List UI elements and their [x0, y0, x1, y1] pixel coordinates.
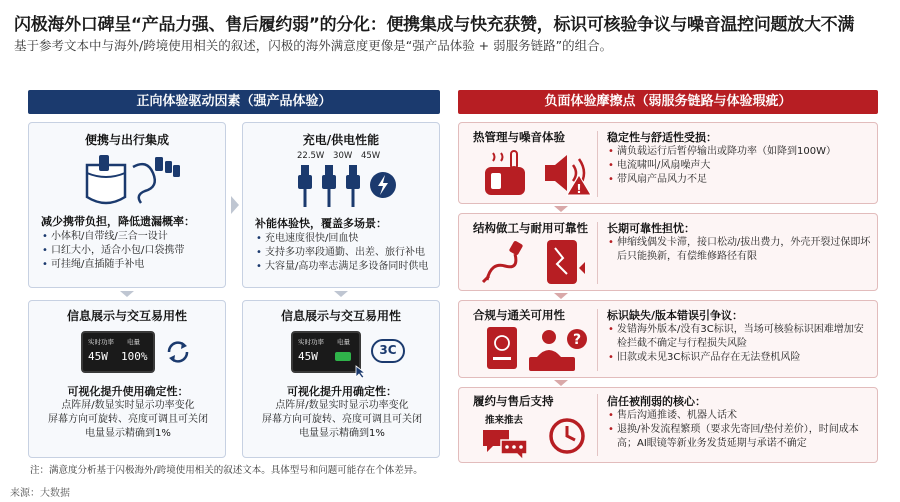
- divider: [597, 309, 598, 371]
- screen-label: 电量: [337, 338, 350, 346]
- list-item: • 旧款或未见3C标识产品存在无法登机风险: [607, 351, 873, 365]
- broken-cable-icon: [481, 240, 533, 286]
- page-subtitle: 基于参考文本中与海外/跨境使用相关的叙述，闪极的海外满意度更像是“强产品体验 + 弱服务链路”的组合。: [14, 38, 613, 53]
- watt-label: 22.5W: [297, 151, 325, 161]
- display-left-lines: [29, 399, 227, 441]
- positive-header: 正向体验驱动因素（强产品体验）: [28, 90, 440, 114]
- display-card-left: [28, 300, 226, 458]
- neg-card-list: [607, 323, 873, 365]
- display-right-title: 信息展示与交互易用性: [280, 309, 401, 323]
- watt-label: 45W: [360, 151, 381, 161]
- charging-title: 充电/供电性能: [302, 133, 380, 147]
- divider: [597, 222, 598, 284]
- neg-card-subhead: 信任被削弱的核心：: [607, 395, 706, 408]
- screen-value: 45W: [298, 350, 318, 363]
- screen-label: 实时功率: [298, 338, 324, 346]
- thermal-noise-card: [458, 122, 878, 204]
- display-card-right: [242, 300, 440, 458]
- usb-plugs-icon: [283, 163, 403, 209]
- down-arrow-icon: [554, 380, 568, 386]
- down-arrow-icon: [334, 291, 348, 297]
- list-item: • 发错海外版本/没有3C标识，当场可核验标识困难增加安检拦截不确定与行程损失风险: [607, 323, 873, 351]
- screen-display: [291, 331, 361, 373]
- rotate-icon: [163, 337, 193, 367]
- watt-labels: [297, 151, 380, 161]
- screen-display: [81, 331, 155, 373]
- display-right-subhead: 可视化提升用确定性：: [287, 385, 397, 398]
- neg-card-title: 结构做工与耐用可靠性: [473, 221, 588, 235]
- cracked-phone-icon: [541, 238, 589, 286]
- neg-card-title: 合规与通关可用性: [473, 308, 565, 322]
- list-item: • 满负载运行后暂停输出或降功率（如降到100W）: [607, 145, 873, 159]
- charging-list: [255, 232, 437, 274]
- list-item: • 支持多功率段通勤、出差、旅行补电: [255, 246, 437, 260]
- neg-card-list: [607, 409, 873, 451]
- screen-value: 100%: [121, 350, 148, 363]
- down-arrow-icon: [554, 206, 568, 212]
- feature-line: 屏幕方向可旋转、亮度可调且可关闭: [48, 414, 208, 425]
- battery-icon: [335, 352, 351, 361]
- portable-title: 便携与出行集成: [84, 133, 169, 147]
- list-item: • 充电速度很快/回血快: [255, 232, 437, 246]
- negative-header: 负面体验摩擦点（弱服务链路与体验瑕疵）: [458, 90, 878, 114]
- divider: [597, 394, 598, 456]
- down-arrow-icon: [554, 293, 568, 299]
- clock-icon: [547, 416, 587, 456]
- feature-line: 电量显示精确到1%: [299, 428, 385, 439]
- list-item: • 电流啸叫/风扇噪声大: [607, 159, 873, 173]
- neg-card-list: [607, 236, 873, 264]
- compliance-card: [458, 300, 878, 378]
- durability-card: [458, 213, 878, 291]
- display-left-subhead: 可视化提升使用确定性：: [67, 385, 189, 398]
- charging-subhead: 补能体验快，覆盖多场景：: [255, 217, 387, 230]
- list-item: • 可挂绳/直插随手补电: [41, 258, 221, 272]
- portable-subhead: 减少携带负担，降低遗漏概率：: [41, 215, 195, 228]
- feature-line: 点阵屏/数显实时显示功率变化: [61, 400, 195, 411]
- svg-text:!: !: [576, 182, 582, 196]
- neg-card-list: [607, 145, 873, 187]
- feature-line: 电量显示精确到1%: [85, 428, 171, 439]
- certification-3c-icon: 3C: [371, 339, 405, 363]
- svg-text:?: ?: [572, 332, 582, 348]
- screen-label: 实时功率: [88, 338, 114, 346]
- neg-card-subhead: 长期可靠性担忧：: [607, 222, 695, 235]
- speaker-warning-icon: [541, 151, 593, 197]
- watt-label: 30W: [333, 151, 353, 161]
- display-left-title: 信息展示与交互易用性: [66, 309, 187, 323]
- list-item: • 退换/补发流程繁琐（要求先寄回/垫付差价），时间成本高；AI眼镜等新业务发货延期与承诺不确定: [607, 423, 873, 451]
- right-arrow-icon: [231, 196, 239, 214]
- shirking-tag: 推来推去: [485, 415, 524, 426]
- charging-card: [242, 122, 440, 288]
- footnote: 注：满意度分析基于闪极海外/跨境使用相关的叙述文本。具体型号和问题可能存在个体差异。: [30, 465, 423, 476]
- list-item: • 口红大小，适合小包/口袋携带: [41, 244, 221, 258]
- customs-officer-icon: [527, 325, 589, 373]
- list-item: • 大容量/高功率志满足多设备同时供电: [255, 260, 437, 274]
- divider: [597, 131, 598, 197]
- passport-icon: [483, 325, 523, 373]
- neg-card-subhead: 标识缺失/版本错误引争议：: [607, 309, 744, 322]
- source-note: 来源：大数据: [10, 488, 70, 499]
- neg-card-title: 热管理与噪音体验: [473, 130, 565, 144]
- portable-list: [41, 230, 221, 272]
- display-right-lines: [243, 399, 441, 441]
- thermometer-heater-icon: [481, 149, 539, 199]
- feature-line: 屏幕方向可旋转、亮度可调且可关闭: [262, 414, 422, 425]
- neg-card-subhead: 稳定性与舒适性受损：: [607, 131, 717, 144]
- feature-line: 点阵屏/数显实时显示功率变化: [275, 400, 409, 411]
- list-item: • 小体积/自带线/三合一设计: [41, 230, 221, 244]
- list-item: • 伸缩线偶发卡滞，接口松动/拔出费力，外壳开裂过保即坏后只能换新，有偿维修路径有限: [607, 236, 873, 264]
- page-title: 闪极海外口碑呈“产品力强、售后履约弱”的分化：便携集成与快充获赞，标识可核验争议与噪音温控问题放大不满: [14, 15, 855, 35]
- after-sales-card: [458, 387, 878, 463]
- screen-value: 45W: [88, 350, 108, 363]
- portable-card: [28, 122, 226, 288]
- list-item: • 售后沟通推诿、机器人话术: [607, 409, 873, 423]
- cursor-icon: [355, 365, 367, 379]
- screen-label: 电量: [127, 338, 140, 346]
- chat-bubbles-icon: [481, 426, 529, 460]
- list-item: • 带风扇产品风力不足: [607, 173, 873, 187]
- pocket-cable-icon: [69, 151, 189, 209]
- down-arrow-icon: [120, 291, 134, 297]
- neg-card-title: 履约与售后支持: [473, 394, 554, 408]
